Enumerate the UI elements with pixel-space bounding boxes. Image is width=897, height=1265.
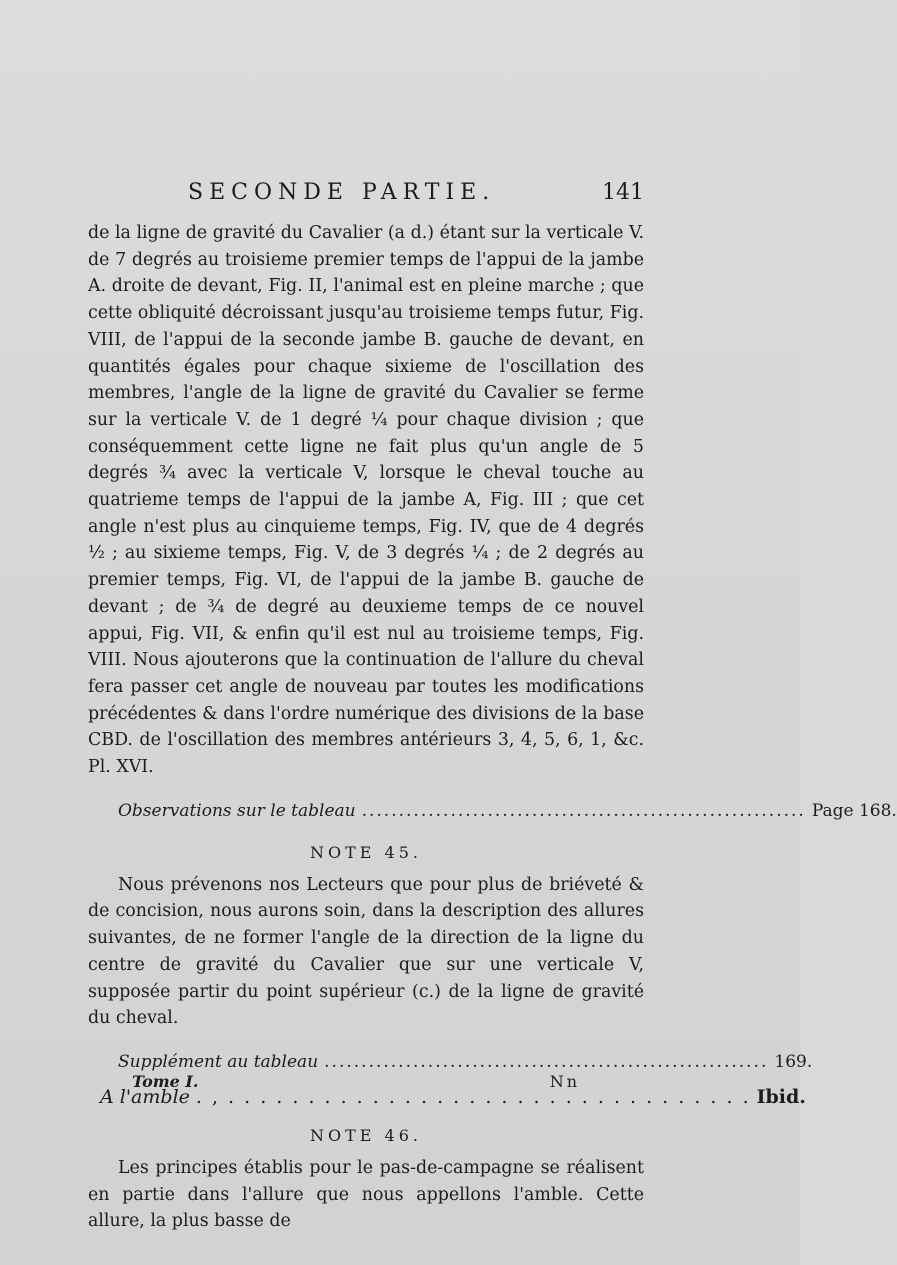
running-head	[88, 180, 644, 220]
leader-dots: . , . . . . . . . . . . . . . . . . . . . . . . . . . . . . . . . . .	[195, 1085, 751, 1108]
volume-signature: Tome I.	[132, 1072, 199, 1091]
contents-page-ref: Ibid.	[756, 1085, 806, 1108]
gathering-mark: Nn	[549, 1072, 580, 1091]
note-heading-46: NOTE 46.	[310, 1125, 422, 1145]
contents-title: Observations sur le tableau	[118, 800, 356, 821]
note-45-text: Nous prévenons nos Lecteurs que pour plus de briéveté & de concision, nous aurons soin, dans la description des allures suivantes, de ne former l'angle de la direction de la ligne du centre de gravité du Cavalier que sur une verticale V, supposée partir du point supérieur (c.) de la ligne de gravité du cheval.	[88, 874, 644, 1029]
leader-dots: ............................................................	[361, 800, 806, 821]
running-head-title: SECONDE PARTIE.	[188, 180, 496, 205]
contents-title: Supplément au tableau	[118, 1051, 319, 1072]
contents-line-observations	[88, 800, 897, 821]
note-heading-45: NOTE 45.	[310, 842, 422, 862]
leader-dots: ............................................................	[324, 1051, 769, 1072]
contents-page-ref: 169.	[774, 1051, 813, 1072]
paragraph-continued: de la ligne de gravité du Cavalier (a d.) étant sur la verticale V. de 7 degrés au troisieme premier temps de l'appui de la jambe A. droite de devant, Fig. II, l'animal est en pleine marche ; que cette obliquité décroissant jusqu'au troisieme temps futur, Fig. VIII, de l'appui de la seconde jambe B. gauche de devant, en quantités égales pour chaque sixieme de l'oscillation des membres, l'angle de la ligne de gravité du Cavalier se ferme sur la verticale V. de 1 degré ¼ pour chaque division ; que conséquemment cette ligne ne fait plus qu'un angle de 5 degrés ¾ avec la verticale V, lorsque le cheval touche au quatrieme temps de l'appui de la jambe A, Fig. III ; que cet angle n'est plus au cinquieme temps, Fig. IV, que de 4 degrés ½ ; au sixieme temps, Fig. V, de 3 degrés ¼ ; de 2 degrés au premier temps, Fig. VI, de l'appui de la jambe B. gauche de devant ; de ¾ de degré au deuxieme temps de ce nouvel appui, Fig. VII, & enfin qu'il est nul au troisieme temps, Fig. VIII. Nous ajouterons que la continuation de l'allure du cheval fera passer cet angle de nouveau par toutes les modifications précédentes & dans l'ordre numérique des divisions de la base CBD. de l'oscillation des membres antérieurs 3, 4, 5, 6, 1, &c. Pl. XVI.	[88, 223, 644, 778]
note-46-text: Les principes établis pour le pas-de-campagne se réalisent en partie dans l'allure que nous appellons l'amble. Cette allure, la plus basse de	[88, 1157, 644, 1232]
page-number: 141	[602, 180, 644, 205]
contents-page-ref: Page 168.	[811, 800, 897, 821]
contents-line-supplement	[88, 1051, 813, 1072]
contents-title: A l'amble	[100, 1085, 190, 1108]
